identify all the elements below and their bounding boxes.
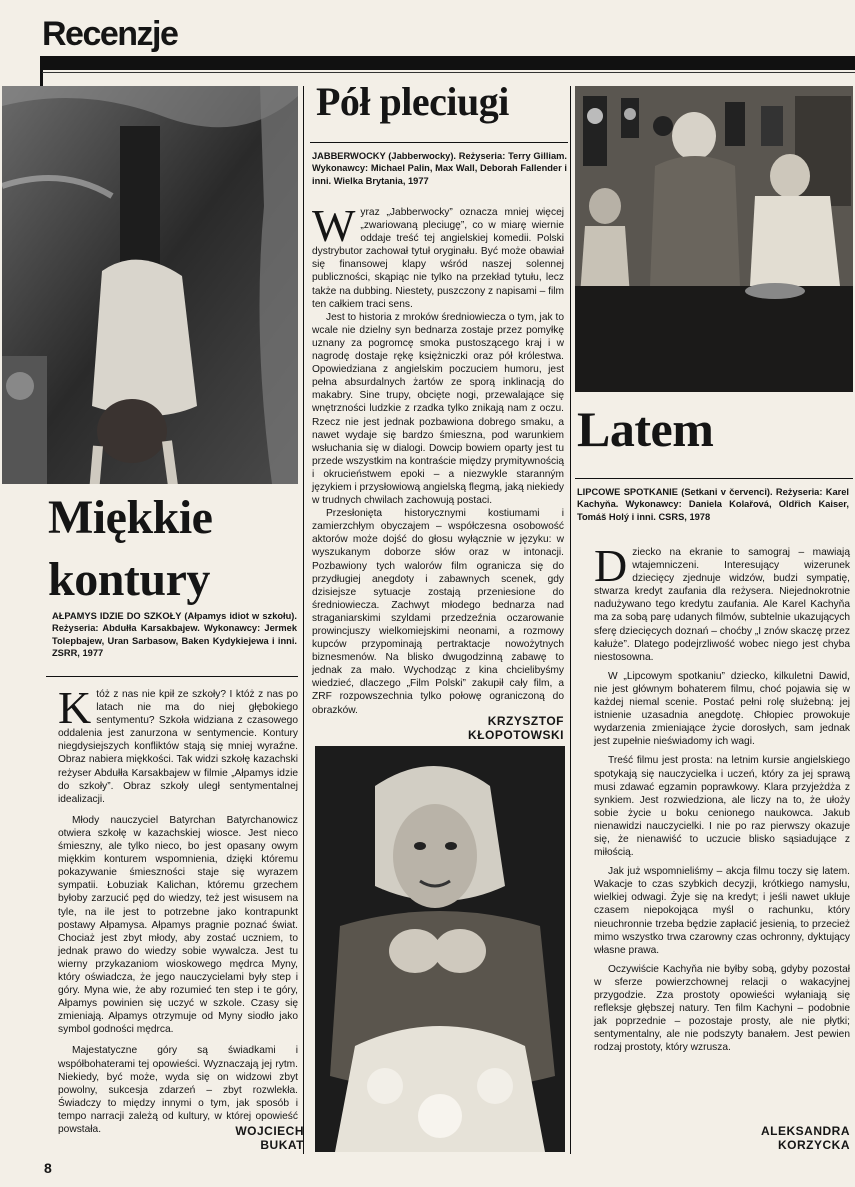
review-right-signature-first: ALEKSANDRA [761, 1124, 850, 1138]
review-right-paragraph-4: Jak już wspomnieliśmy – akcja filmu toczy się latem. Wakacje to czas szybkich decyzji, krótkiego namysłu, wielkiej odwagi. Żyje się na kredyt; i jeśli nawet ukłuje czasem niepokojąca myśl o rachunku, który nieuchronnie trzeba będzie zapłacić jesienią, to przecież mimo wszystko trwa czarowny czas ochronny, dyktujący własne prawa. [594, 866, 850, 956]
review-right-paragraph-5: Oczywiście Kachyňa nie byłby sobą, gdyby pozostał w sferze powierzchownej relacji o wakacyjnej przygodzie. Zza prostoty opowieści wyłaniają się refleksje głębszej natury. Ten film Kachyni – podobnie jak poprzednie – pozostaje prosty, ale nie płytki; sentymentalny, ale nie podszyty banałem. Jest pewien rodzaj prostoty, który wzrusza. [594, 963, 850, 1054]
review-left-paragraph-2: Młody nauczyciel Batyrchan Batyrchanowicz otwiera szkołę w kazachskiej wiosce. Jest nieco śmieszny, ale tylko nieco, bo jest opasany owym miękkim konturem wspomnienia, dzięki któremu pokazywanie śmieszności staje się wyrazem sympatii. Łobuziak Kalichan, któremu grzechem byłoby zarzucić pęd do wiedzy, też jest wisusem na tyle, na ile jest to potrzebne jako kontrapunkt postawy Ałpamysa. Ałpamys pragnie poznać świat. Chociaż jest zbyt młody, aby zostać uczniem, to jednak prawo do wiedzy sobie wywalcza. Jest tu wierny przykazaniom wioskowego mędrca Myny, który oświadcza, że jego nauczycielami były step i góry. Myna wie, że aby rozumieć ten step i te góry, Ałpamys powinien się uczyć w szkole. Czasy się zmieniają. Ałpamys otrzymuje od Myny siodło jako symbol godności mędrca. [58, 814, 298, 1036]
review-left-signature-last: BUKAT [260, 1138, 304, 1152]
review-middle-title-rule [310, 142, 568, 143]
review-right-paragraph-2: W „Lipcowym spotkaniu” dziecko, kilkuletni Dawid, nie jest głównym bohaterem filmu, choć pojawia się w każdej niemal scenie. Postać pełni rolę służebną: jej istnienie uzasadnia anegdotę. Chłopiec prowokuje wydarzenia zmieniające życie dorosłych, sam jednak jest zupełnie nieświadomy ich wagi. [594, 670, 850, 748]
review-left-signature [160, 1124, 304, 1152]
review-right-body [594, 540, 850, 1054]
column-divider-right [570, 86, 571, 1154]
review-left-signature-first: WOJCIECH [235, 1124, 304, 1138]
review-middle-signature-last: KŁOPOTOWSKI [468, 728, 564, 742]
review-left-title-line2: kontury [48, 553, 210, 606]
photo-woman-with-birds [315, 746, 565, 1152]
review-middle-body [312, 200, 564, 717]
masthead-thin-rule [42, 72, 855, 73]
photo-boy-hanging [2, 86, 298, 484]
review-right-paragraph-1: ziecko na ekranie to samograj – mawiają wtajemniczeni. Interesujący wizerunek dziecięcy zjednuje widzów, budzi sympatię, stwarza kredyt zaufania dla reżysera. Niejednokrotnie nadużywano tego kredytu zaufania. Ale Karel Kachyňa ma za sobą parę udanych filmów, subtelnie ukazujących sferę dziecięcych doznań – choćby „I znów skaczę przez kałuże”. Dlatego podejrzliwość wobec niego jest chyba niestosowna. [594, 547, 850, 663]
column-divider-left [303, 86, 304, 1154]
review-middle-credits: JABBERWOCKY (Jabberwocky). Reżyseria: Terry Gilliam. Wykonawcy: Michael Palin, Max Wall, Deborah Fallender i inni. Wielka Brytania, 1977 [312, 151, 567, 186]
review-middle-signature-first: KRZYSZTOF [487, 714, 564, 728]
review-right-credits: LIPCOWE SPOTKANIE (Setkani v červenci). Reżyseria: Karel Kachyňa. Wykonawcy: Daniela Kolařová, Oldřich Kaiser, Tomáš Holý i inni. CSRS, 1978 [577, 487, 849, 522]
review-right-signature-last: KORZYCKA [778, 1138, 850, 1152]
review-left-paragraph-1: tóż z nas nie kpił ze szkoły? I któż z nas po latach nie ma do niej głębokiego sentymentu? Szkoła widziana z czasowego oddalenia jest zanurzona w sentymencie. Kontury niegdysiejszych konfliktów stają się mniej wyraźne. Obraz nabiera miękkości. Tak widzi szkołę kazachski reżyser Abdułła Karsakbajew w filmie „Ałpamys idzie do szkoły”. Obraz szkoły uległ sentymentalnej idealizacji. [58, 689, 298, 805]
review-middle-dropcap: W [312, 200, 356, 251]
review-left-title-line1: Miękkie [48, 491, 213, 544]
review-left-credits-rule [46, 676, 298, 677]
review-right-title: Latem [577, 401, 714, 457]
review-left-paragraph-3: Majestatyczne góry są świadkami i współbohaterami tej opowieści. Wyznaczają jej rytm. Niekiedy, być może, wyda się on widzowi zbyt powolny, sukcesja zdarzeń – zbyt rozwlekła. Świadczy to między innymi o tym, jak sposób i tempo narracji zależą od kultury, w której opowieść powstała. [58, 1045, 298, 1135]
review-left-dropcap: K [58, 682, 92, 733]
review-middle-title: Pół pleciugi [316, 79, 509, 124]
review-left-credits: AŁPAMYS IDZIE DO SZKOŁY (Ałpamys idiot w szkołu). Reżyseria: Abdułła Karsakbajew. Wykonawcy: Jermek Tolepbajew, Uran Sarbasow, Baken Kydykiejewa i inni. ZSRR, 1977 [52, 611, 297, 659]
review-right-signature [700, 1124, 850, 1152]
page-number: 8 [44, 1160, 52, 1176]
masthead-rule [42, 56, 855, 70]
review-middle-paragraph-1: yraz „Jabberwocky” oznacza mniej więcej „zwariowaną pleciugę”, co w miarę wiernie oddaje treść tej angielskiej komedii. Polski dystrybutor zachował tytuł oryginału. Być może obawiał się finansowej klapy wśród naszej solennej publiczności, skąpiąc nie tylko na przekład tytułu, lecz także na dubbing. Niestety, puszczony z napisami – film ten całkiem traci sens. [312, 207, 564, 310]
review-middle-signature [420, 714, 564, 742]
review-middle-paragraph-3: Przesłonięta historycznymi kostiumami i zamierzchłym obyczajem – współczesna osobowość aktorów może dojść do głosu wyłącznie w języku: w wyszukanym doborze słów oraz w intonacji. Pozbawiony tych walorów film ogranicza się do przydługiej anegdoty i zabawnych scenek, gdy dzisiejsze sytuacje zostają przeniesione do średniowiecza. Zachwyt młodego bednarza nad straganiarskimi szyldami przedzeźnia oczarowanie prowincjuszy wielkomiejskimi neonami, a rozmowy kupców przypominają pertraktacje nowożytnych biznesmenów. Na blisko dwugodzinną zabawę to jednak za mało. Wychodząc z kina chcielibyśmy wiedzieć, dlaczego „Film Polski” zakupił cały film, a ZRF rozpowszechnia tylko połowę ograniczoną do obrazków. [312, 508, 564, 716]
review-right-title-rule [575, 478, 853, 479]
review-right-dropcap: D [594, 540, 628, 591]
review-right-paragraph-3: Treść filmu jest prosta: na letnim kursie angielskiego spotykają się nauczycielka i uczeń, który za jej sprawą musi zdawać egzamin poprawkowy. Klara przyjeżdża z synkiem. Jest rozwiedziona, ale liczy na to, że ułoży sobie życie u boku cenionego naukowca. Jakub nienawidzi nauczycielki. I nie po raz pierwszy okazuje się, że nienawiść to uczucie blisko sąsiadujące z miłością. [594, 755, 850, 859]
section-title: Recenzje [42, 15, 178, 53]
review-left-body [58, 682, 298, 1136]
review-middle-paragraph-2: Jest to historia z mroków średniowiecza o tym, jak to wcale nie dzielny syn bednarza zostaje przez pomyłkę uznany za pogromcę smoka pustoszącego kraj i w nagrodę dostaje rękę księżniczki oraz pół królestwa. Opowiedziana z angielskim poczuciem humoru, jest pełna absurdalnych żartów ze sporą inklinacją do makabry. Sine trupy, obcięte nogi, przewalające się wnętrzności ludzkie z rzadka tylko znikają nam z oczu. Rzecz nie jest jednak pozbawiona dobrego smaku, a nawet wydaje się bardzo śmieszna, pod warunkiem wsłuchania się w dialogi. Dowcip bowiem oparty jest tu przede wszystkim na kontraście między prymitywnością i okrucieństwem epoki – a niezwykle staranným językiem i przysłowiową angielską flegmą, jaką niekiedy w trudnych chwilach zachowują postaci. [312, 311, 564, 507]
photo-kitchen-scene [575, 86, 853, 392]
